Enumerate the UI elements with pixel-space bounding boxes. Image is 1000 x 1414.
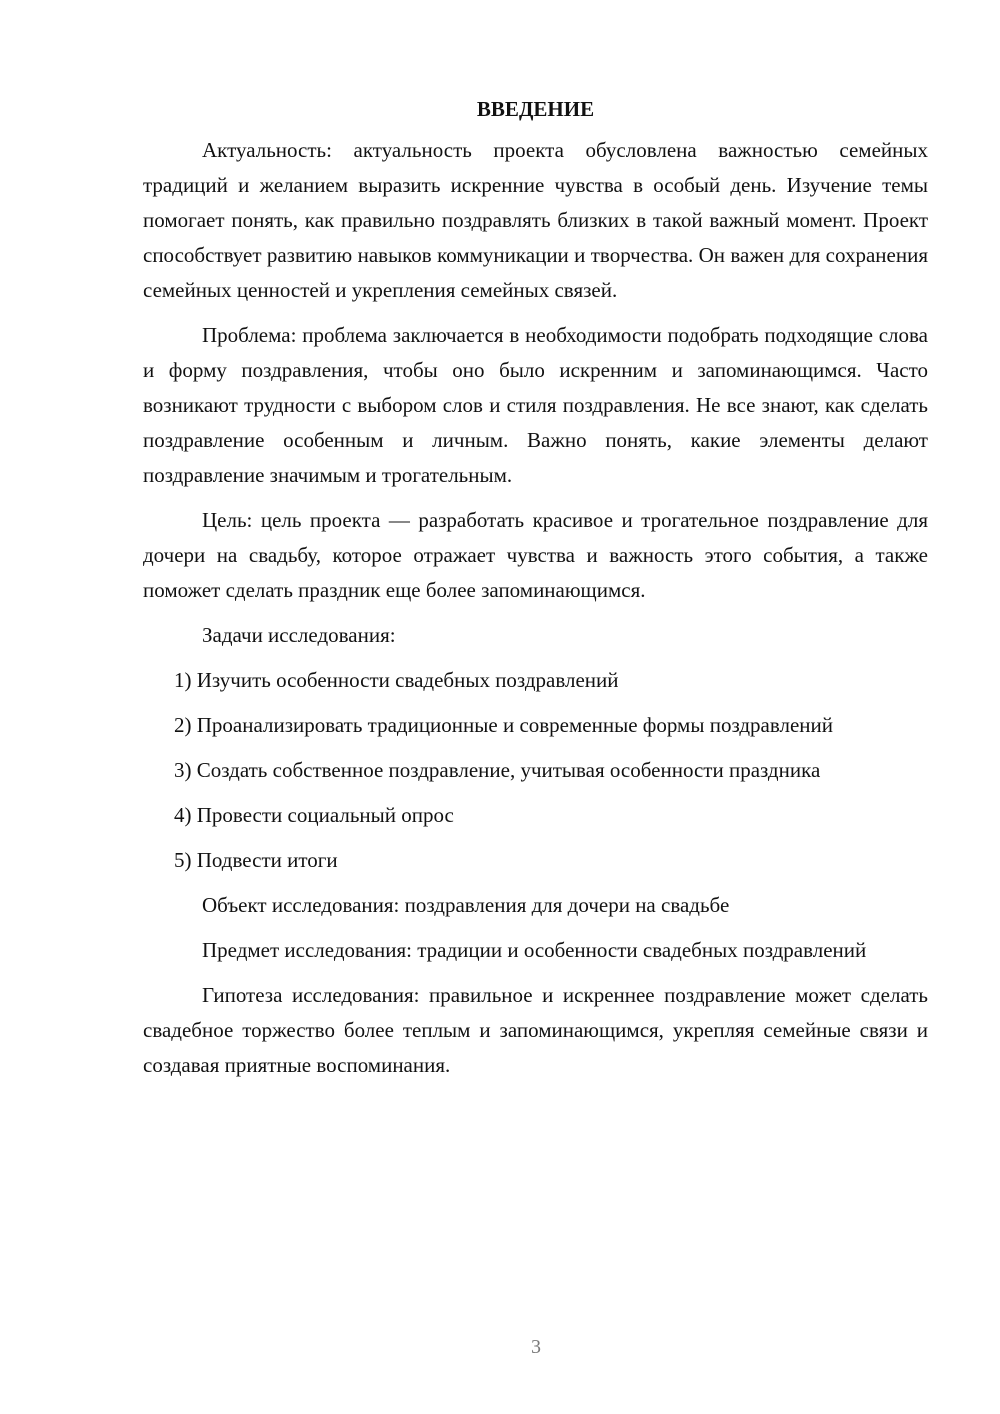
paragraph-problem: Проблема: проблема заключается в необходимости подобрать подходящие слова и форму поздравления, чтобы оно было искренним и запоминающимся. Часто возникают трудности с выбором слов и стиля поздравления. Не все знают, как сделать поздравление особенным и личным. Важно понять, какие элементы делают поздравление значимым и трогательным. — [143, 323, 928, 487]
document-body — [143, 92, 928, 1093]
task-item: 3) Создать собственное поздравление, учитывая особенности праздника — [174, 758, 821, 782]
task-item: 1) Изучить особенности свадебных поздравлений — [174, 668, 619, 692]
paragraph-subject: Предмет исследования: традиции и особенности свадебных поздравлений — [202, 938, 867, 962]
task-item: 4) Провести социальный опрос — [174, 803, 454, 827]
paragraph-tasks-title: Задачи исследования: — [202, 623, 396, 647]
section-heading: ВВЕДЕНИЕ — [476, 97, 595, 121]
page-number: 3 — [531, 1336, 541, 1358]
paragraph-object: Объект исследования: поздравления для дочери на свадьбе — [202, 893, 730, 917]
task-item: 5) Подвести итоги — [174, 848, 338, 872]
paragraph-relevance: Актуальность: актуальность проекта обусловлена важностью семейных традиций и желанием выразить искренние чувства в особый день. Изучение темы помогает понять, как правильно поздравлять близких в такой важный момент. Проект способствует развитию навыков коммуникации и творчества. Он важен для сохранения семейных ценностей и укрепления семейных связей. — [143, 138, 928, 302]
paragraph-hypothesis: Гипотеза исследования: правильное и искреннее поздравление может сделать свадебное торжество более теплым и запоминающимся, укрепляя семейные связи и создавая приятные воспоминания. — [143, 983, 928, 1077]
task-item: 2) Проанализировать традиционные и современные формы поздравлений — [174, 713, 834, 737]
paragraph-goal: Цель: цель проекта — разработать красивое и трогательное поздравление для дочери на свадьбу, которое отражает чувства и важность этого события, а также поможет сделать праздник еще более запоминающимся. — [143, 508, 928, 602]
